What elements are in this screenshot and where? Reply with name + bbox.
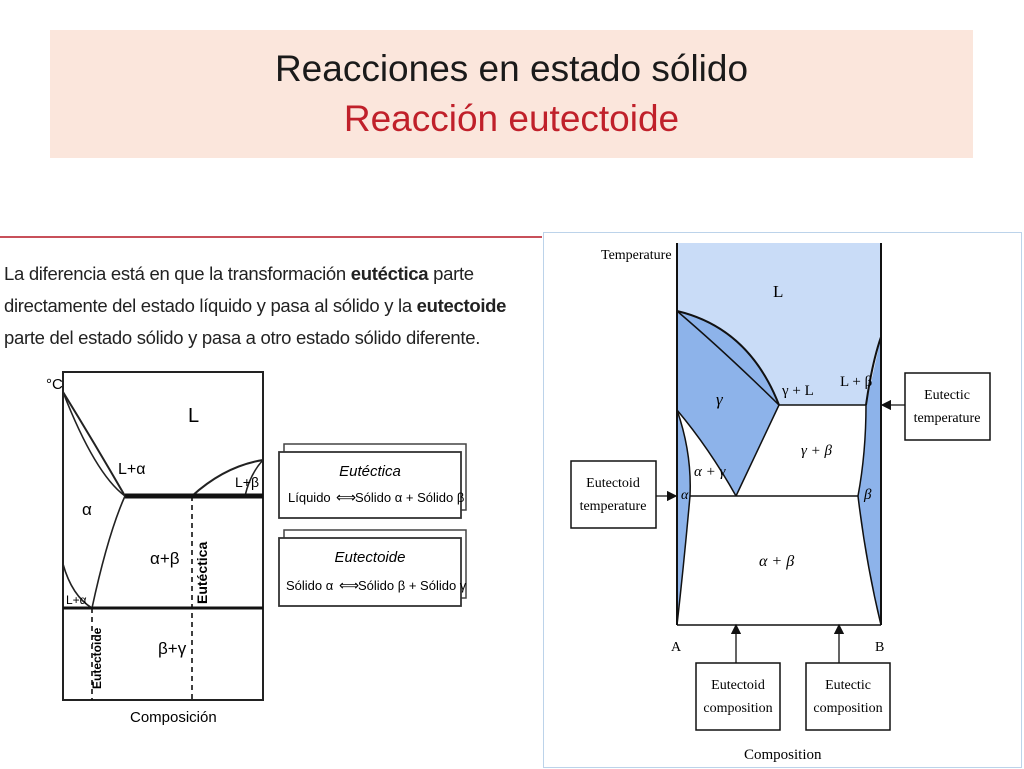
intro-keyword-eutectica: eutéctica <box>350 263 429 284</box>
right-end-B: B <box>875 640 885 655</box>
left-liquidus <box>63 392 263 496</box>
slide-title: Reacciones en estado sólido <box>274 48 749 89</box>
right-region-L: L <box>773 282 784 301</box>
right-y-label: Temperature <box>601 248 672 263</box>
left-region-alpha: α <box>82 500 92 519</box>
callout-eutectoid-temp-line1: Eutectoid <box>586 476 640 491</box>
right-x-label: Composition <box>744 747 822 763</box>
card-eutectica-rhs: Sólido α + Sólido β <box>355 490 465 505</box>
card-eutectica-box <box>279 452 461 518</box>
callout-eutectoid-temperature <box>571 461 676 528</box>
slide-subtitle: Reacción eutectoide <box>343 98 680 139</box>
callout-eutectic-temp-line1: Eutectic <box>924 388 970 403</box>
left-eutectoide-label: Eutectoide <box>90 627 104 689</box>
card-eutectoide-lhs: Sólido α <box>286 578 334 593</box>
left-region-alpha-beta: α+β <box>150 549 180 568</box>
card-eutectica-title: Eutéctica <box>339 463 401 480</box>
callout-eutectic-temperature <box>882 373 990 440</box>
right-end-A: A <box>671 640 682 655</box>
card-eutectoide-title: Eutectoide <box>334 549 406 566</box>
title-banner <box>50 30 973 158</box>
left-region-beta-gamma: β+γ <box>158 639 187 658</box>
left-eutectica-label: Eutéctica <box>194 541 210 604</box>
left-y-unit: °C <box>46 376 63 393</box>
right-region-L-beta: L + β <box>840 374 873 390</box>
right-region-gamma-L: γ + L <box>782 383 814 399</box>
right-phase-diagram <box>544 233 1023 769</box>
right-region-gamma: γ <box>716 390 723 409</box>
right-panel <box>543 232 1022 768</box>
right-region-alpha-beta: α + β <box>759 553 795 570</box>
right-region-gamma-beta: γ + β <box>801 443 833 459</box>
card-eutectica-lhs: Líquido <box>288 490 331 505</box>
callout-eutectoid-comp-line2: composition <box>703 701 773 716</box>
reversible-arrow-icon: ⟺ <box>339 577 360 593</box>
callout-eutectoid-temp-line2: temperature <box>579 499 647 514</box>
intro-part-2: parte directamente del estado líquido y pasa al sólido y la <box>4 263 474 316</box>
callout-eutectic-temp-box <box>905 373 990 440</box>
card-eutectoide-rhs: Sólido β + Sólido γ <box>358 578 467 593</box>
right-region-beta: β <box>864 487 872 503</box>
left-region-L: L <box>188 405 200 427</box>
left-phase-diagram <box>0 234 542 768</box>
callout-eutectoid-comp-line1: Eutectoid <box>711 678 765 693</box>
left-region-L-beta: L+β <box>235 474 260 490</box>
callout-eutectoid-comp-box <box>696 663 780 730</box>
callout-eutectic-temp-line2: temperature <box>913 411 981 426</box>
intro-keyword-eutectoide: eutectoide <box>416 295 507 316</box>
left-alpha-solvus <box>92 496 125 608</box>
card-eutectica <box>279 444 466 518</box>
callout-eutectoid-temp-box <box>571 461 656 528</box>
card-eutectoide <box>279 530 467 606</box>
reversible-arrow-icon: ⟺ <box>336 489 357 505</box>
right-region-alpha-gamma: α + γ <box>694 464 726 480</box>
left-region-L-alpha-small: L+α <box>66 593 87 607</box>
intro-part-3: parte del estado sólido y pasa a otro estado sólido diferente. <box>4 327 481 348</box>
right-region-alpha: α <box>681 488 689 503</box>
callout-eutectic-comp-box <box>806 663 890 730</box>
callout-eutectic-comp-line1: Eutectic <box>825 678 871 693</box>
left-region-L-alpha: L+α <box>118 461 146 478</box>
left-x-label: Composición <box>130 709 217 726</box>
intro-part-1: La diferencia está en que la transformación <box>4 263 351 284</box>
callout-eutectoid-composition <box>696 625 780 730</box>
left-panel <box>0 234 542 768</box>
callout-eutectic-comp-line2: composition <box>813 701 883 716</box>
